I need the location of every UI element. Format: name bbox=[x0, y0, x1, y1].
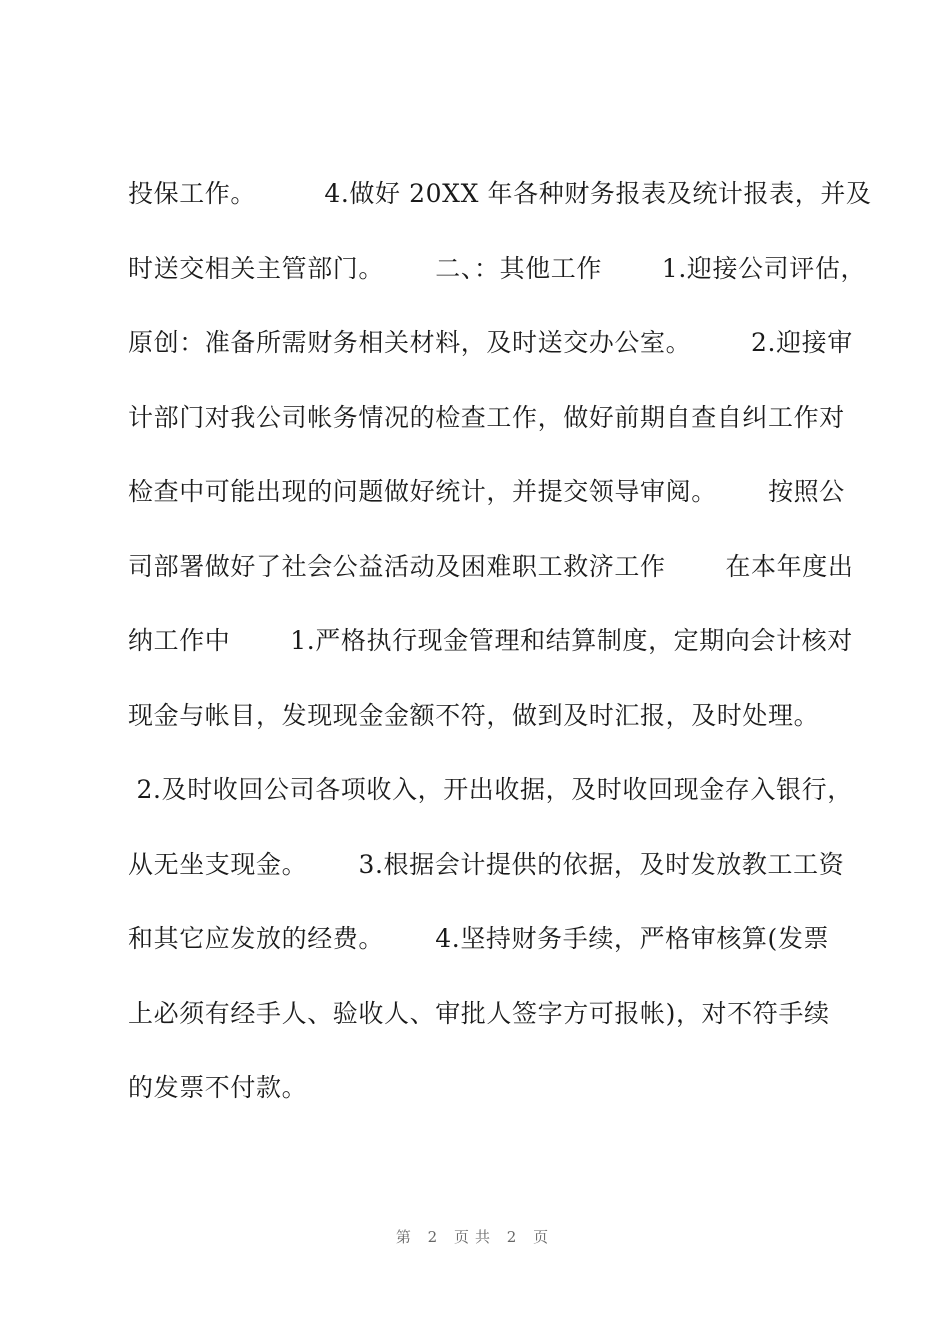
text-line: 上必须有经手人、验收人、审批人签字方可报帐)，对不符手续 bbox=[128, 998, 830, 1028]
text-line: 和其它应发放的经费。 4.坚持财务手续，严格审核算(发票 bbox=[128, 924, 830, 953]
body-text bbox=[128, 166, 872, 1135]
text-line: 现金与帐目，发现现金金额不符，做到及时汇报，及时处理。 bbox=[128, 700, 820, 730]
text-line: 2.及时收回公司各项收入，开出收据，及时收回现金存入银行， bbox=[128, 775, 853, 804]
text-line: 计部门对我公司帐务情况的检查工作，做好前期自查自纠工作对 bbox=[128, 402, 845, 432]
page-number-footer: 第 2 页共 2 页 bbox=[395, 1228, 555, 1246]
text-line: 检查中可能出现的问题做好统计，并提交领导审阅。 按照公 bbox=[128, 477, 845, 506]
text-line: 原创：准备所需财务相关材料，及时送交办公室。 2.迎接审 bbox=[128, 328, 853, 357]
text-line: 的发票不付款。 bbox=[128, 1073, 308, 1102]
text-line: 纳工作中 1.严格执行现金管理和结算制度，定期向会计核对 bbox=[128, 626, 853, 655]
text-line: 投保工作。 4.做好 20XX 年各种财务报表及统计报表，并及 bbox=[128, 179, 872, 208]
text-line: 时送交相关主管部门。 二、：其他工作 1.迎接公司评估， bbox=[128, 253, 867, 283]
text-line: 从无坐支现金。 3.根据会计提供的依据，及时发放教工工资 bbox=[128, 849, 845, 879]
text-line: 司部署做好了社会公益活动及困难职工救济工作 在本年度出 bbox=[128, 551, 854, 581]
